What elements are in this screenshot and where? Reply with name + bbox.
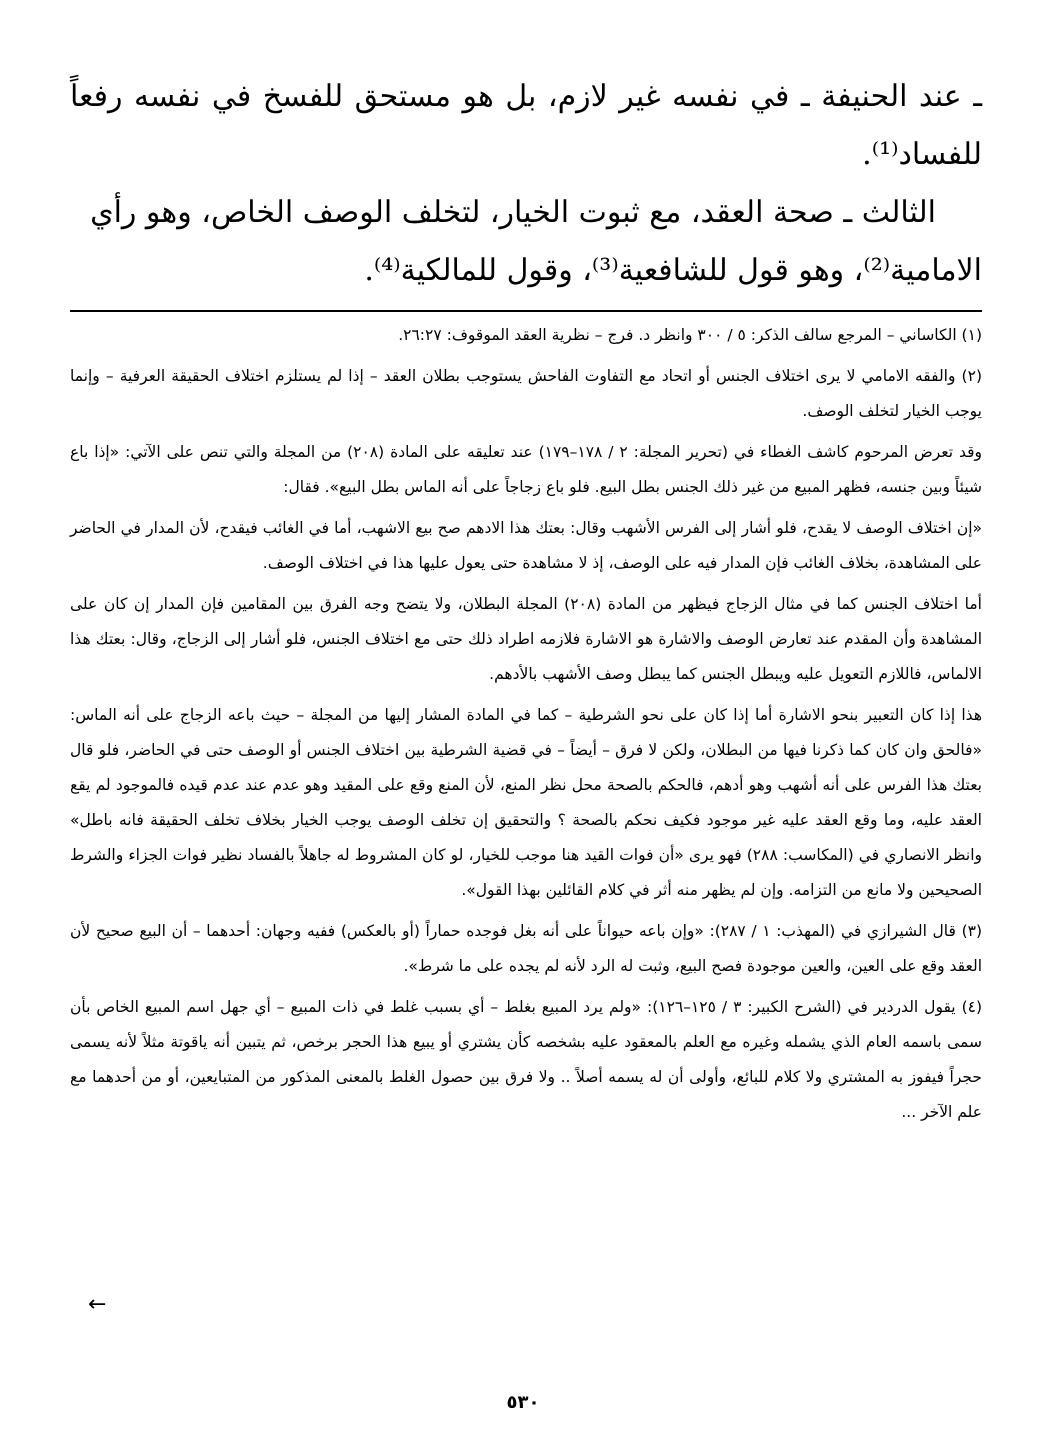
main-text	[70, 68, 982, 300]
continuation-arrow-icon: ←	[88, 1292, 107, 1317]
footnote-3: (٣) قال الشيرازي في (المهذب: ١ / ٢٨٧): «وإن باعه حيواناً على أنه بغل فوجده حماراً (أو بالعكس) ففيه وجهان: أحدهما – أن البيع صحيح لأن العقد وقع على العين، والعين موجودة فصح البيع، وثبت له الرد لأنه لم يجده على ما شرط».	[70, 922, 983, 975]
footnote-2-quote: «إن اختلاف الوصف لا يقدح، فلو أشار إلى الفرس الأشهب وقال: بعتك هذا الادهم صح بيع الاشهب، أما في الغائب فيقدح، لأن المدار في الحاضر على المشاهدة، بخلاف الغائب فإن المدار فيه على الوصف، إذ لا مشاهدة حتى يعول عليها هذا في اختلاف الوصف.	[70, 519, 982, 572]
main-line-1: ـ عند الحنيفة ـ في نفسه غير لازم، بل هو مستحق للفسخ في نفسه رفعاً للفساد⁽¹⁾.	[70, 79, 982, 172]
main-line-3: الامامية⁽²⁾، وهو قول للشافعية⁽³⁾، وقول للمالكية⁽⁴⁾.	[364, 253, 982, 288]
page-number: ٥٣٠	[506, 1392, 540, 1413]
footnote-2-paragraph-2: وقد تعرض المرحوم كاشف الغطاء في (تحرير المجلة: ٢ / ١٧٨–١٧٩) عند تعليقه على المادة (٢٠٨) من المجلة والتي تنص على الآتي: «إذا باع شيئاً وبين جنسه، فظهر المبيع من غير ذلك الجنس بطل البيع. فلو باع زجاجاً على أنه الماس بطل البيع». فقال:	[70, 443, 983, 496]
main-line-2: الثالث ـ صحة العقد، مع ثبوت الخيار، لتخلف الوصف الخاص، وهو رأي	[90, 195, 936, 230]
footnote-divider	[70, 310, 982, 312]
footnote-1: (١) الكاساني – المرجع سالف الذكر: ٥ / ٣٠٠ وانظر د. فرج – نظرية العقد الموقوف: ٢٦:٢٧.	[398, 326, 982, 344]
footnote-2-paragraph-5: هذا إذا كان التعبير بنحو الاشارة أما إذا كان على نحو الشرطية – كما في المادة المشار إليها من المجلة – حيث باعه الزجاج على أنه الماس: «فالحق وان كان كما ذكرنا فيها من البطلان، ولكن لا فرق – أيضاً – في قضية الشرطية بين اختلاف الجنس أو الوصف حتى في الحاضر، فلو قال بعتك هذا الفرس على أنه أشهب وهو أدهم، فالحكم بالصحة محل نظر المنع، لأن المنع وقع على المقيد وهو عدم عند عدم قيده فالموجود لم يقع العقد عليه، وما وقع العقد عليه غير موجود فكيف نحكم بالصحة ؟ والتحقيق إن تخلف الوصف يوجب الخيار بخلاف تخلف الحقيقة فانه باطل» وانظر الانصاري في (المكاسب: ٢٨٨) فهو يرى «أن فوات القيد هنا موجب للخيار، لو كان المشروط له جاهلاً بالفساد نظير فوات الجزاء والشرط الصحيحين ولا مانع من التزامه. وإن لم يظهر منه أثر في كلام القائلين بهذا القول».	[70, 706, 983, 899]
footnote-2: (٢) والفقه الامامي لا يرى اختلاف الجنس أو اتحاد مع التفاوت الفاحش يستوجب بطلان العقد – إذا لم يستلزم اختلاف الحقيقة العرفية – وإنما يوجب الخيار لتخلف الوصف.	[70, 367, 982, 420]
footnote-2-paragraph-4: أما اختلاف الجنس كما في مثال الزجاج فيظهر من المادة (٢٠٨) المجلة البطلان، ولا يتضح وجه الفرق بين المقامين فإن المدار إن كان على المشاهدة وأن المقدم عند تعارض الوصف والاشارة هو الاشارة فلازمه اطراد ذلك حتى مع اختلاف الجنس، فلو أشار إلى الزجاج، وقال: بعتك هذا الالماس، فاللازم التعويل عليه ويبطل الجنس كما يبطل وصف الأشهب بالأدهم.	[70, 595, 982, 683]
footnote-4: (٤) يقول الدردير في (الشرح الكبير: ٣ / ١٢٥–١٢٦): «ولم يرد المبيع بغلط – أي بسبب غلط في ذات المبيع – أي جهل اسم المبيع الخاص بأن سمى باسمه العام الذي يشمله وغيره مع العلم بالمعقود عليه بشخصه كأن يشتري أو يبيع هذا الحجر برخص، ثم يتبين أنه ياقوتة مثلاً لأنه يسمى حجراً فيفوز به المشتري ولا كلام للبائع، وأولى أن له يسمه أصلاً .. ولا فرق بين حصول الغلط بالمعنى المذكور من المتبايعين، أو من أحدهما مع علم الآخر ...	[70, 998, 983, 1121]
page-body	[70, 68, 982, 1136]
